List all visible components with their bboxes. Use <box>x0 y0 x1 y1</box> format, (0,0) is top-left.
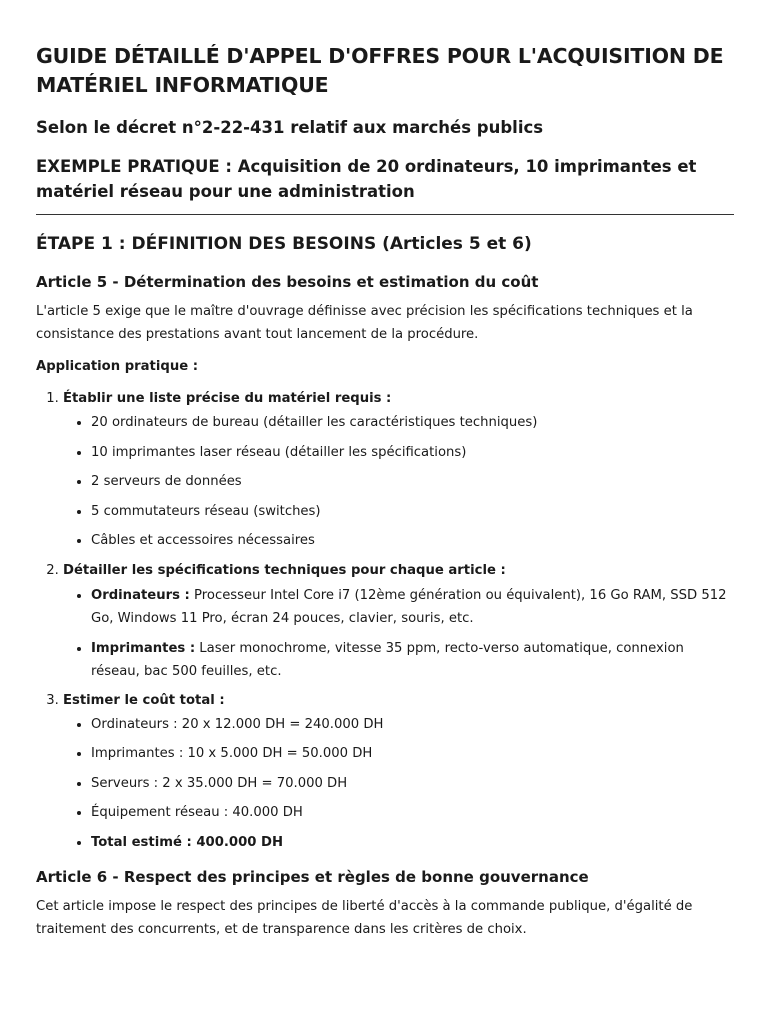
list-item: • 10 imprimantes laser réseau (détailler les spécifications) <box>91 442 734 464</box>
spec-label: Ordinateurs : <box>91 587 190 603</box>
application-label: Application pratique : <box>36 359 199 374</box>
step-title: Estimer le coût total : <box>63 692 225 708</box>
article5-text: L'article 5 exige que le maître d'ouvrage définisse avec précision les spécifications techniques et la consistance des prestations avant tout lancement de la procédure. <box>36 304 693 342</box>
article6-section <box>36 866 734 941</box>
cost-list <box>63 714 734 854</box>
list-item <box>63 560 734 683</box>
spec-label: Imprimantes : <box>91 640 196 656</box>
step-title: Détailler les spécifications techniques pour chaque article : <box>63 562 506 578</box>
article6-text: Cet article impose le respect des principes de liberté d'accès à la commande publique, d'égalité de traitement des concurrents, et de transparence dans les critères de choix. <box>36 898 693 937</box>
step-title: Établir une liste précise du matériel requis : <box>63 391 392 406</box>
list-item: • Câbles et accessoires nécessaires <box>91 530 734 552</box>
section-divider <box>36 214 734 215</box>
document-subtitle: Selon le décret n°2-22-431 relatif aux marchés publics <box>36 118 544 137</box>
spec-text: Processeur Intel Core i7 (12ème génération ou équivalent), 16 Go RAM, SSD 512 Go, Windows 11 Pro, écran 24 pouces, clavier, souris, etc. <box>91 587 727 626</box>
specifications-list <box>63 584 734 683</box>
list-item <box>91 584 734 630</box>
article5-heading: Article 5 - Détermination des besoins et estimation du coût <box>36 273 539 291</box>
application-steps <box>36 388 734 854</box>
document-title: GUIDE DÉTAILLÉ D'APPEL D'OFFRES POUR L'ACQUISITION DE MATÉRIEL INFORMATIQUE <box>36 44 724 97</box>
list-item: • 5 commutateurs réseau (switches) <box>91 501 734 523</box>
list-item: • Serveurs : 2 x 35.000 DH = 70.000 DH <box>91 773 734 795</box>
list-item: • Équipement réseau : 40.000 DH <box>91 802 734 824</box>
article6-heading: Article 6 - Respect des principes et règles de bonne gouvernance <box>36 867 589 886</box>
total-estimate: • Total estimé : 400.000 DH <box>91 832 734 854</box>
list-item: • 2 serveurs de données <box>91 471 734 493</box>
list-item <box>91 637 734 683</box>
list-item: • Imprimantes : 10 x 5.000 DH = 50.000 DH <box>91 743 734 765</box>
list-item <box>63 690 734 854</box>
list-item: • 20 ordinateurs de bureau (détailler les caractéristiques techniques) <box>91 412 734 434</box>
equipment-list <box>63 412 734 552</box>
spec-text: Laser monochrome, vitesse 35 ppm, recto-verso automatique, connexion réseau, bac 500 feuilles, etc. <box>91 640 684 679</box>
list-item: • Ordinateurs : 20 x 12.000 DH = 240.000 DH <box>91 714 734 736</box>
list-item <box>63 388 734 552</box>
practical-example-heading: EXEMPLE PRATIQUE : Acquisition de 20 ordinateurs, 10 imprimantes et matériel réseau pour une administration <box>36 157 697 201</box>
step1-heading: ÉTAPE 1 : DÉFINITION DES BESOINS (Articles 5 et 6) <box>36 234 532 254</box>
